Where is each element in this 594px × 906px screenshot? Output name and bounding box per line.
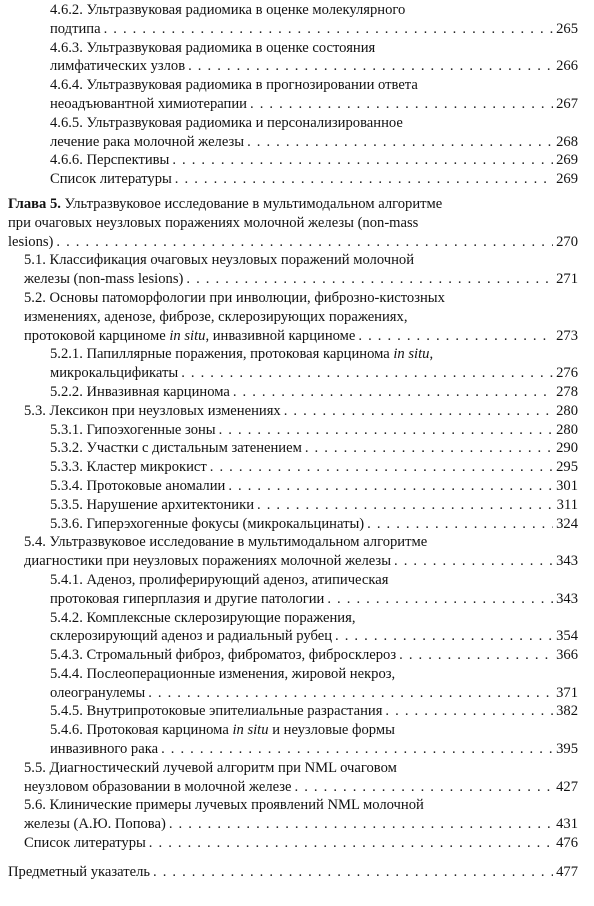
dot-leader: [327, 590, 553, 609]
page-number: 395: [556, 741, 578, 758]
toc-entry[interactable]: [50, 1, 578, 39]
page-number: 343: [556, 553, 578, 570]
dot-leader: [161, 740, 553, 759]
toc-entry-title: инвазивного рака: [50, 741, 159, 758]
toc-entry[interactable]: [50, 39, 578, 77]
page-number: 269: [556, 171, 578, 188]
page-number: 280: [556, 421, 578, 438]
toc-entry[interactable]: [50, 571, 578, 609]
toc-entry-title: Список литературы: [24, 835, 146, 852]
page-number: 427: [556, 778, 578, 795]
dot-leader: [284, 402, 553, 421]
toc-entry[interactable]: [8, 195, 578, 251]
toc-entry[interactable]: [24, 289, 578, 345]
toc-entry-title: Список литературы: [50, 171, 172, 188]
dot-leader: [228, 477, 553, 496]
dot-leader: [104, 20, 554, 39]
dot-leader: [175, 170, 553, 189]
toc-entry-title: 5.3.5. Нарушение архитектоники: [50, 496, 254, 513]
toc-entry-title: протоковая гиперплазия и другие патологии: [50, 590, 325, 607]
toc-entry-title: железы (non-mass lesions): [24, 271, 184, 288]
toc-entry-title: 5.3. Лексикон при неузловых изменениях: [24, 402, 281, 419]
page-number: 354: [556, 628, 578, 645]
toc-entry[interactable]: [50, 702, 578, 721]
dot-leader: [385, 702, 553, 721]
dot-leader: [148, 684, 553, 703]
toc-entry[interactable]: [24, 402, 578, 421]
page-number: 270: [556, 233, 578, 250]
dot-leader: [399, 646, 553, 665]
toc-entry[interactable]: [24, 251, 578, 289]
page-number: 265: [556, 20, 578, 37]
page-number: 266: [556, 58, 578, 75]
page-number: 271: [556, 271, 578, 288]
toc-entry-title: 5.3.1. Гипоэхогенные зоны: [50, 421, 216, 438]
page-number: 301: [556, 477, 578, 494]
toc-entry-title: 5.2.1. Папиллярные поражения, протоковая карцинома in situ,: [50, 346, 434, 363]
dot-leader: [149, 834, 553, 853]
toc-entry-title: лечение рака молочной железы: [50, 133, 245, 150]
toc-entry[interactable]: [50, 458, 578, 477]
toc-entry[interactable]: [50, 721, 578, 759]
dot-leader: [358, 327, 553, 346]
toc-entry-title: 5.5. Диагностический лучевой алгоритм при NML очаговом: [24, 759, 397, 776]
page-number: 477: [556, 863, 578, 880]
page-number: 278: [556, 383, 578, 400]
table-of-contents: [0, 1, 594, 882]
toc-entry-title: 5.3.2. Участки с дистальным затенением: [50, 440, 302, 457]
toc-entry-title: при очаговых неузловых поражениях молочной железы (non-mass: [8, 214, 419, 231]
toc-entry[interactable]: [24, 759, 578, 797]
toc-entry[interactable]: [50, 383, 578, 402]
page-number: 311: [556, 496, 578, 513]
toc-entry-title: 5.4.6. Протоковая карцинома in situ и неузловые формы: [50, 722, 395, 739]
toc-entry[interactable]: [50, 170, 578, 189]
toc-entry-title: железы (А.Ю. Попова): [24, 816, 166, 833]
page-number: 431: [556, 816, 578, 833]
dot-leader: [367, 515, 553, 534]
toc-entry[interactable]: [50, 477, 578, 496]
toc-entry[interactable]: [50, 345, 578, 383]
page-number: 371: [556, 684, 578, 701]
toc-entry[interactable]: [50, 151, 578, 170]
dot-leader: [169, 815, 553, 834]
chapter-label: Глава 5.: [8, 195, 61, 212]
toc-entry-title: 4.6.4. Ультразвуковая радиомика в прогнозировании ответа: [50, 77, 418, 94]
page-number: 267: [556, 95, 578, 112]
toc-entry-title: микрокальцификаты: [50, 365, 179, 382]
dot-leader: [247, 133, 553, 152]
toc-entry-title: 5.4. Ультразвуковое исследование в мультимодальном алгоритме: [24, 534, 428, 551]
page-number: 476: [556, 835, 578, 852]
dot-leader: [250, 95, 553, 114]
dot-leader: [172, 151, 553, 170]
toc-entry-title: склерозирующий аденоз и радиальный рубец: [50, 628, 333, 645]
toc-entry-title: неоадъювантной химиотерапии: [50, 95, 247, 112]
toc-entry-title: протоковой карциноме in situ, инвазивной карциноме: [24, 327, 356, 344]
toc-entry-title: 5.2. Основы патоморфологии при инволюции, фиброзно-кистозных: [24, 289, 445, 306]
toc-entry[interactable]: [50, 76, 578, 114]
toc-entry[interactable]: [8, 863, 578, 882]
toc-entry-title: диагностики при неузловых поражениях молочной железы: [24, 553, 392, 570]
toc-entry-title: изменениях, аденозе, фиброзе, склерозирующих поражениях,: [24, 308, 408, 325]
page-number: 280: [556, 402, 578, 419]
dot-leader: [210, 458, 553, 477]
page-number: 343: [556, 590, 578, 607]
toc-entry-title: 5.2.2. Инвазивная карцинома: [50, 383, 230, 400]
page-number: 276: [556, 365, 578, 382]
dot-leader: [335, 627, 553, 646]
dot-leader: [188, 57, 553, 76]
toc-entry-title: 4.6.5. Ультразвуковая радиомика и персонализированное: [50, 114, 403, 131]
toc-entry-title: 4.6.6. Перспективы: [50, 152, 170, 169]
toc-entry-title: 5.3.6. Гиперэхогенные фокусы (микрокальцинаты): [50, 515, 365, 532]
toc-entry-title: lesions): [8, 233, 54, 250]
toc-entry[interactable]: [50, 114, 578, 152]
toc-entry-title: подтипа: [50, 20, 101, 37]
dot-leader: [153, 863, 553, 882]
page-number: 382: [556, 703, 578, 720]
toc-entry-title: Ультразвуковое исследование в мультимодальном алгоритме: [60, 195, 443, 212]
page-number: 269: [556, 152, 578, 169]
toc-entry-title: 5.1. Классификация очаговых неузловых поражений молочной: [24, 252, 415, 269]
page-number: 295: [556, 459, 578, 476]
toc-entry-title: Предметный указатель: [8, 863, 151, 880]
toc-entry-title: 5.3.3. Кластер микрокист: [50, 459, 207, 476]
dot-leader: [394, 552, 553, 571]
toc-entry[interactable]: [50, 496, 578, 515]
dot-leader: [305, 439, 553, 458]
toc-entry[interactable]: [50, 421, 578, 440]
toc-entry[interactable]: [24, 834, 578, 853]
dot-leader: [219, 421, 554, 440]
toc-entry-title: олеогранулемы: [50, 684, 146, 701]
toc-entry[interactable]: [24, 533, 578, 571]
toc-entry-title: неузловом образовании в молочной железе: [24, 778, 292, 795]
toc-entry-title: 5.6. Клинические примеры лучевых проявлений NML молочной: [24, 797, 424, 814]
dot-leader: [56, 233, 553, 252]
toc-entry-title: лимфатических узлов: [50, 58, 186, 75]
toc-entry-title: 5.3.4. Протоковые аномалии: [50, 477, 226, 494]
dot-leader: [257, 496, 554, 515]
toc-entry-title: 5.4.2. Комплексные склерозирующие поражения,: [50, 609, 356, 626]
page-number: 268: [556, 133, 578, 150]
page-number: 324: [556, 515, 578, 532]
toc-entry-title: 5.4.4. Послеоперационные изменения, жировой некроз,: [50, 665, 396, 682]
page-number: 290: [556, 440, 578, 457]
dot-leader: [233, 383, 553, 402]
page-number: 366: [556, 647, 578, 664]
toc-entry-title: 5.4.5. Внутрипротоковые эпителиальные разрастания: [50, 703, 383, 720]
dot-leader: [181, 364, 553, 383]
toc-entry[interactable]: [24, 796, 578, 834]
toc-entry-title: 4.6.2. Ультразвуковая радиомика в оценке молекулярного: [50, 2, 406, 18]
toc-entry[interactable]: [50, 439, 578, 458]
toc-entry-title: 5.4.1. Аденоз, пролиферирующий аденоз, атипическая: [50, 571, 389, 588]
toc-entry[interactable]: [50, 609, 578, 647]
page-number: 273: [556, 327, 578, 344]
toc-entry[interactable]: [50, 515, 578, 534]
toc-entry[interactable]: [50, 646, 578, 665]
toc-entry[interactable]: [50, 665, 578, 703]
toc-entry-title: 4.6.3. Ультразвуковая радиомика в оценке состояния: [50, 39, 376, 56]
toc-entry-title: 5.4.3. Стромальный фиброз, фиброматоз, фибросклероз: [50, 647, 397, 664]
dot-leader: [186, 270, 553, 289]
dot-leader: [295, 778, 554, 797]
